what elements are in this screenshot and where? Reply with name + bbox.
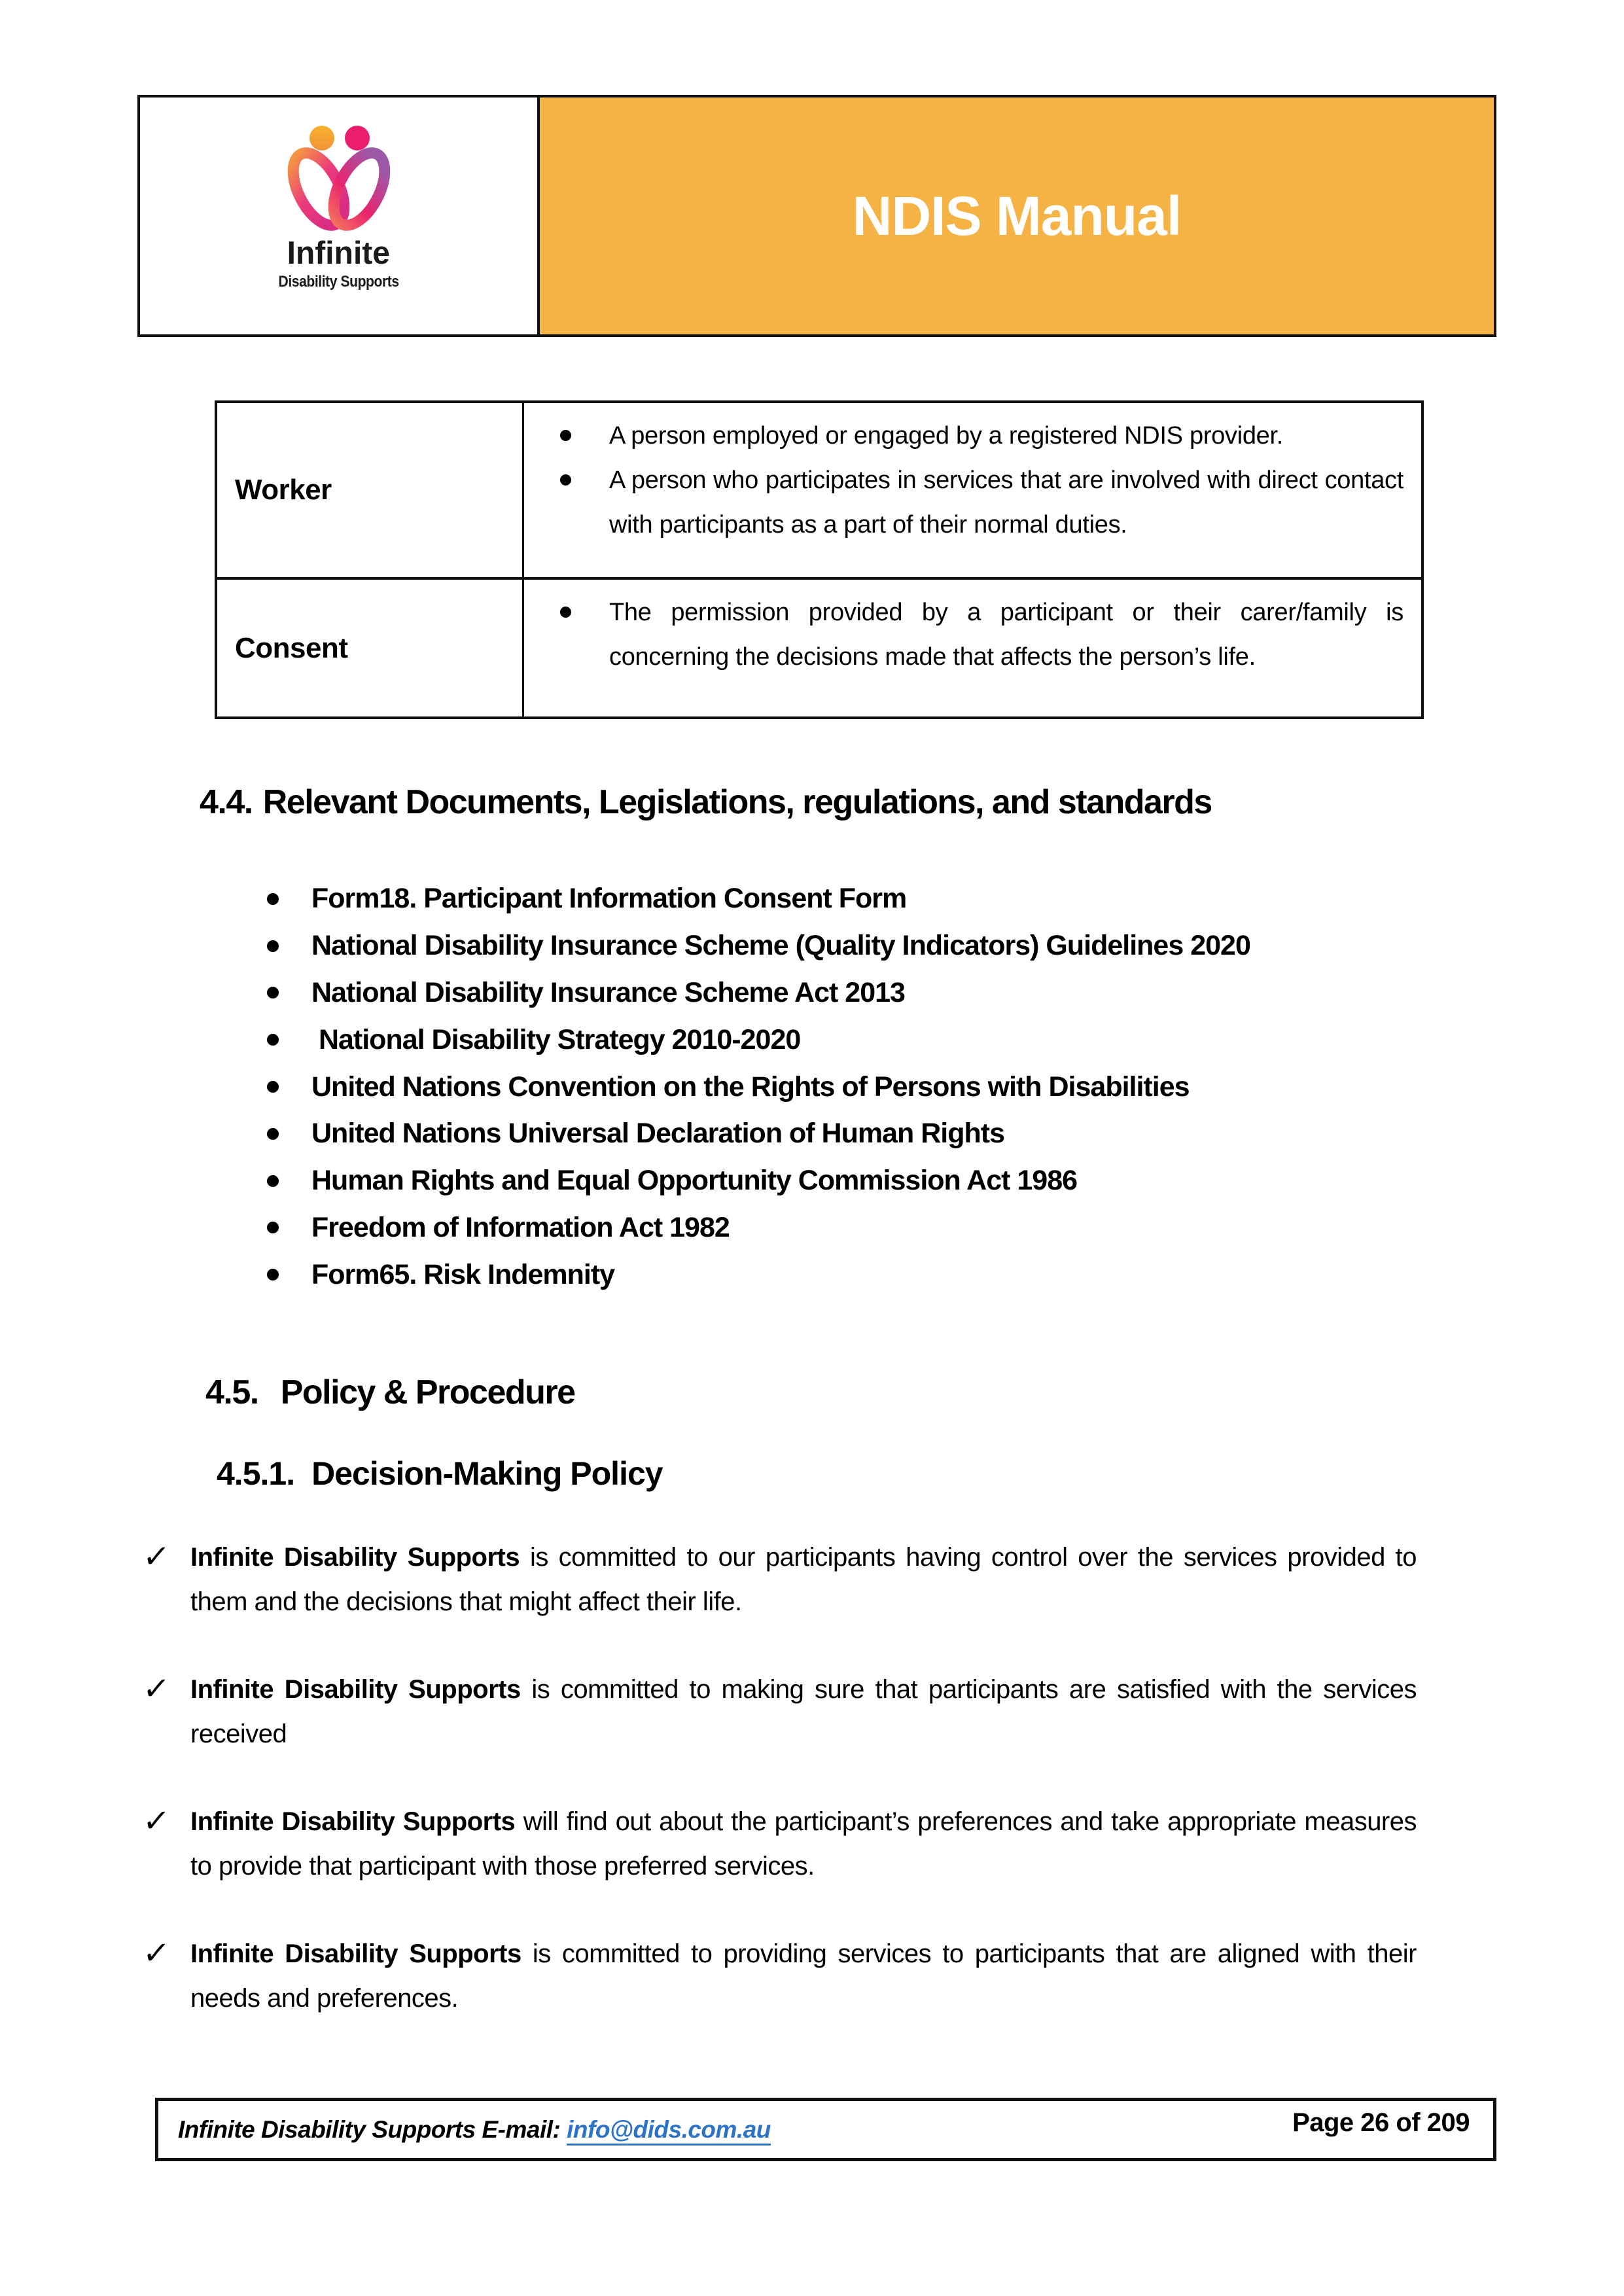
list-item [267, 1016, 1250, 1063]
bullet-icon [267, 987, 279, 998]
bullet-icon [267, 1269, 279, 1280]
section-title: Relevant Documents, Legislations, regulations, and standards [262, 783, 1212, 821]
bullet-icon [267, 893, 279, 905]
company-name: Infinite Disability Supports [190, 1543, 520, 1572]
company-name: Infinite Disability Supports [190, 1939, 521, 1968]
list-item-label: National Disability Insurance Scheme (Quality Indicators) Guidelines 2020 [311, 930, 1250, 962]
list-item-label: National Disability Strategy 2010-2020 [311, 1023, 801, 1055]
policy-statement: will find out about the participant’s preferences and take appropriate measures to provide that participant with those preferred services. [190, 1807, 1417, 1881]
section-heading-4-5-1 [217, 1455, 663, 1492]
policy-text [190, 1535, 1417, 1624]
bullet-icon [267, 1222, 279, 1233]
policy-point [141, 1667, 1417, 1756]
section-number: 4.5.1. [217, 1455, 295, 1492]
check-icon: ✓ [141, 1804, 171, 1839]
logo-cell [140, 97, 537, 334]
check-icon: ✓ [141, 1672, 171, 1706]
footer-email-link[interactable]: info@dids.com.au [567, 2115, 771, 2143]
check-icon: ✓ [141, 1936, 171, 1971]
section-title: Decision-Making Policy [311, 1455, 663, 1492]
list-item [267, 1110, 1250, 1157]
policy-statement: is committed to making sure that participants are satisfied with the services received [190, 1675, 1417, 1748]
term-cell: Consent [217, 580, 524, 716]
list-item-label: National Disability Insurance Scheme Act 2013 [311, 976, 905, 1008]
section-number: 4.5. [205, 1373, 258, 1411]
bullet-icon [267, 1081, 279, 1093]
definition-bullet: The permission provided by a participant or their carer/family is concerning the decisions made that affects the person’s life. [524, 590, 1403, 679]
policy-statement: is committed to providing services to participants that are aligned with their needs and preferences. [190, 1939, 1417, 2013]
company-name: Infinite Disability Supports [190, 1807, 516, 1836]
bullet-icon [267, 1175, 279, 1187]
company-name: Infinite Disability Supports [190, 1675, 521, 1704]
bullet-icon [267, 940, 279, 952]
list-item-label: Freedom of Information Act 1982 [311, 1211, 730, 1243]
list-item [267, 1157, 1250, 1205]
list-item [267, 875, 1250, 923]
document-title: NDIS Manual [852, 185, 1182, 247]
relevant-documents-list [267, 875, 1250, 1298]
list-item-label: United Nations Convention on the Rights of Persons with Disabilities [311, 1070, 1190, 1103]
list-item [267, 970, 1250, 1017]
policy-point [141, 1799, 1417, 1888]
section-title: Policy & Procedure [280, 1373, 575, 1411]
list-item-label: Form65. Risk Indemnity [311, 1258, 615, 1290]
check-icon: ✓ [141, 1540, 171, 1574]
list-item-label: United Nations Universal Declaration of Human Rights [311, 1118, 1005, 1150]
policy-text [190, 1799, 1417, 1888]
policy-text [190, 1667, 1417, 1756]
section-number: 4.4. [200, 783, 253, 821]
policy-statement: is committed to our participants having control over the services provided to them and the decisions that might affect their life. [190, 1543, 1417, 1616]
list-item [267, 1205, 1250, 1252]
policy-point [141, 1932, 1417, 2021]
infinity-logo-icon [280, 122, 398, 232]
logo-tagline: Disability Supports [278, 273, 399, 291]
list-item [267, 923, 1250, 970]
policy-text [190, 1932, 1417, 2021]
company-logo [140, 122, 537, 291]
header [137, 95, 1496, 337]
definition-bullet: A person employed or engaged by a registered NDIS provider. [524, 414, 1403, 458]
list-item [267, 1063, 1250, 1110]
definition-cell [524, 580, 1421, 716]
list-item [267, 1251, 1250, 1298]
policy-checklist [141, 1535, 1417, 2064]
table-row [217, 403, 1421, 580]
policy-point [141, 1535, 1417, 1624]
list-item-label: Human Rights and Equal Opportunity Commission Act 1986 [311, 1165, 1078, 1197]
term-cell: Worker [217, 403, 524, 577]
list-item-label: Form18. Participant Information Consent Form [311, 883, 907, 915]
definition-cell [524, 403, 1421, 577]
definitions-table [215, 400, 1424, 719]
section-heading-4-4 [200, 783, 1212, 822]
logo-name: Infinite [287, 236, 391, 271]
footer-contact [178, 2116, 771, 2144]
page-number: Page 26 of 209 [1292, 2108, 1470, 2137]
title-banner [537, 97, 1494, 334]
table-row [217, 580, 1421, 716]
bullet-icon [267, 1034, 279, 1046]
page-footer [155, 2098, 1496, 2161]
footer-email-label: Infinite Disability Supports E-mail: [178, 2115, 567, 2143]
definition-bullet: A person who participates in services that are involved with direct contact with participants as a part of their normal duties. [524, 458, 1403, 547]
section-heading-4-5 [205, 1373, 575, 1412]
bullet-icon [267, 1128, 279, 1140]
